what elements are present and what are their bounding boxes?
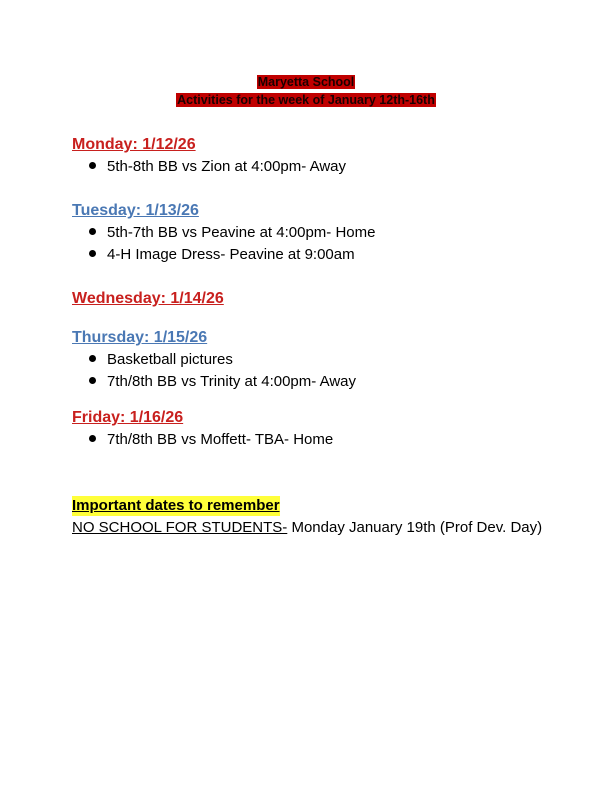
list-item <box>89 223 375 243</box>
week-subtitle <box>0 92 612 109</box>
list-item-text: Basketball pictures <box>107 351 233 368</box>
bullet-icon <box>89 162 96 169</box>
bullet-icon <box>89 250 96 257</box>
list-item <box>89 430 333 450</box>
list-item-text: 5th-8th BB vs Zion at 4:00pm- Away <box>107 158 347 175</box>
bullet-icon <box>89 355 96 362</box>
tuesday-heading: Tuesday: 1/13/26 <box>72 202 199 219</box>
list-item-text: 7th/8th BB vs Trinity at 4:00pm- Away <box>107 373 357 390</box>
no-school-text: Monday January 19th (Prof Dev. Day) <box>287 519 543 536</box>
list-item-text: 4-H Image Dress- Peavine at 9:00am <box>107 246 355 263</box>
list-item <box>89 372 356 392</box>
bullet-icon <box>89 228 96 235</box>
list-item <box>89 245 355 265</box>
no-school-label: NO SCHOOL FOR STUDENTS- <box>72 519 288 536</box>
no-school-note <box>72 517 552 539</box>
bullet-icon <box>89 435 96 442</box>
important-dates-heading: Important dates to remember <box>72 497 280 514</box>
wednesday-heading: Wednesday: 1/14/26 <box>72 290 224 307</box>
school-name: Maryetta School <box>257 75 355 89</box>
bullet-icon <box>89 377 96 384</box>
friday-heading: Friday: 1/16/26 <box>72 409 184 426</box>
list-item <box>89 350 233 370</box>
list-item <box>89 157 346 177</box>
monday-heading: Monday: 1/12/26 <box>72 136 196 153</box>
week-subtitle-text: Activities for the week of January 12th-16th <box>177 93 435 107</box>
list-item-text: 5th-7th BB vs Peavine at 4:00pm- Home <box>107 224 376 241</box>
list-item-text: 7th/8th BB vs Moffett- TBA- Home <box>107 431 334 448</box>
school-title <box>0 74 612 91</box>
thursday-heading: Thursday: 1/15/26 <box>72 329 208 346</box>
